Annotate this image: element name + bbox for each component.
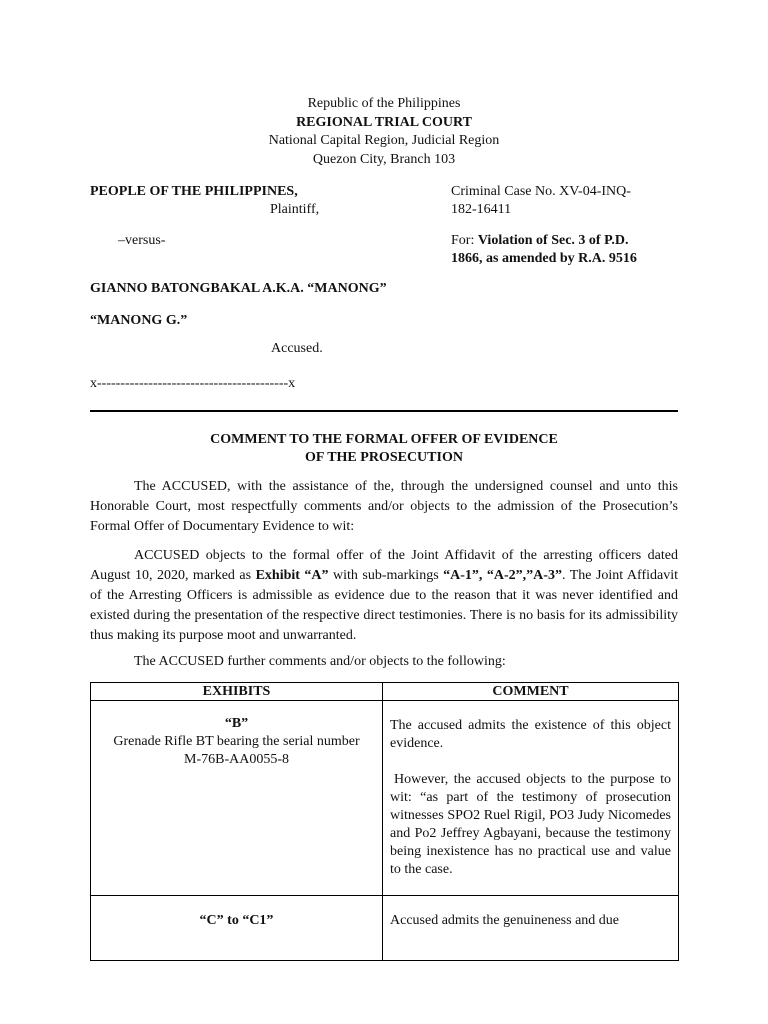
paragraph-2-text-c: with sub-markings [328, 568, 444, 583]
exhibits-table [90, 682, 679, 961]
exhibit-cell [91, 701, 383, 896]
exhibit-mark: “B” [224, 716, 249, 731]
exhibit-cell [91, 896, 383, 961]
paragraph-3: The ACCUSED further comments and/or objects to the following: [134, 654, 506, 669]
comment-cell [383, 701, 679, 896]
comment-admission: Accused admits the genuineness and due [390, 913, 619, 928]
court-header [0, 95, 768, 169]
paragraph-1: The ACCUSED, with the assistance of the, through the undersigned counsel and unto this Honorable Court, most respectfully comments and/or objects to the admission of the Prosecution’s Formal Offer of Documentary Evidence to wit: [90, 479, 678, 534]
exhibit-serial: M-76B-AA0055-8 [184, 752, 289, 767]
exhibit-mark: “C” to “C1” [199, 913, 274, 928]
table-header-row [91, 683, 679, 701]
region-line: National Capital Region, Judicial Region [268, 133, 500, 148]
accused-role: Accused. [271, 341, 323, 356]
court-name: REGIONAL TRIAL COURT [296, 114, 472, 130]
comment-objection: However, the accused objects to the purpose to wit: “as part of the testimony of prosecution witnesses SPO2 Ruel Rigil, PO3 Judy Nicomedes and Po2 Jeffrey Agbayani, because the testimony being inexistence has no practical use and value to the case. [390, 772, 671, 877]
for-label: For: [451, 233, 478, 248]
offense-line1 [451, 232, 628, 250]
paragraph-2-text-a: ACCUSED objects to the formal offer of the Joint Affidavit of the arresting officers dated August 10, 2020, marked as [90, 548, 678, 583]
comment-admission: The accused admits the existence of this object evidence. [390, 718, 671, 751]
caption-separator: x-----------------------------------------x [90, 376, 296, 391]
sub-markings-ref: “A-1”, “A-2”,”A-3” [443, 568, 562, 583]
versus-label: –versus- [118, 233, 166, 248]
offense-line2: 1866, as amended by R.A. 9516 [451, 251, 637, 266]
offense-text1: Violation of Sec. 3 of P.D. [477, 233, 629, 248]
republic-line: Republic of the Philippines [307, 96, 461, 111]
case-number-line2: 182-16411 [451, 202, 512, 217]
document-title [90, 431, 678, 467]
plaintiff-role: Plaintiff, [270, 202, 320, 217]
table-row [91, 701, 679, 896]
horizontal-rule [90, 410, 678, 412]
paragraph-2 [90, 546, 678, 646]
title-line1: COMMENT TO THE FORMAL OFFER OF EVIDENCE [210, 432, 558, 447]
exhibit-description: Grenade Rifle BT bearing the serial number [113, 734, 360, 749]
exhibits-header: EXHIBITS [91, 683, 383, 701]
table-row [91, 896, 679, 961]
plaintiff-name: PEOPLE OF THE PHILIPPINES, [90, 184, 298, 199]
paragraph-2-text-e: . The Joint Affidavit of the Arresting Officers is admissible as evidence due to the reason that it was never identified and existed during the presentation of the respective direct testimonies. There is no basis for its admissibility thus making its purpose moot and unwarranted. [90, 568, 678, 643]
branch-line: Quezon City, Branch 103 [312, 151, 456, 167]
accused-name: GIANNO BATONGBAKAL A.K.A. “MANONG” [90, 281, 387, 296]
accused-alias: “MANONG G.” [90, 313, 188, 328]
comment-cell [383, 896, 679, 961]
exhibit-a-ref: Exhibit “A” [255, 568, 329, 583]
case-number-line1: Criminal Case No. XV-04-INQ- [451, 184, 631, 199]
title-line2: OF THE PROSECUTION [305, 450, 463, 465]
comment-header: COMMENT [383, 683, 679, 701]
